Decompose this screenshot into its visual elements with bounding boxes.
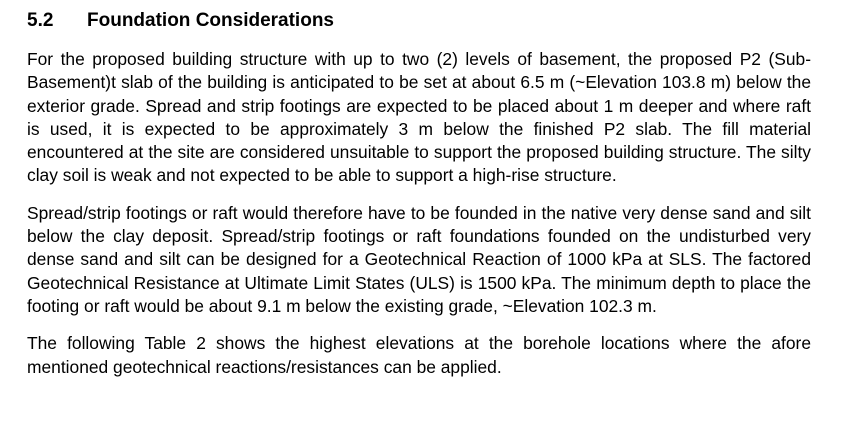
document-page xyxy=(27,8,811,393)
section-title: Foundation Considerations xyxy=(87,10,334,31)
paragraph-2: Spread/strip footings or raft would therefore have to be founded in the native very dense sand and silt below the clay deposit. Spread/strip footings or raft foundations founded on the undisturbed very dense sand and silt can be designed for a Geotechnical Reaction of 1000 kPa at SLS. The factored Geotechnical Resistance at Ultimate Limit States (ULS) is 1500 kPa. The minimum depth to place the footing or raft would be about 9.1 m below the existing grade, ~Elevation 102.3 m. xyxy=(27,202,811,316)
section-heading xyxy=(27,8,811,34)
section-number: 5.2 xyxy=(27,10,54,31)
paragraph-1: For the proposed building structure with up to two (2) levels of basement, the proposed P2 (Sub-Basement)t slab of the building is anticipated to be set at about 6.5 m (~Elevation 103.8 m) below the exterior grade. Spread and strip footings are expected to be placed about 1 m deeper and where raft is used, it is expected to be approximately 3 m below the finished P2 slab. The fill material encountered at the site are considered unsuitable to support the proposed building structure. The silty clay soil is weak and not expected to be able to support a high-rise structure. xyxy=(27,49,811,186)
paragraph-3: The following Table 2 shows the highest elevations at the borehole locations where the afore mentioned geotechnical reactions/resistances can be applied. xyxy=(27,333,811,377)
